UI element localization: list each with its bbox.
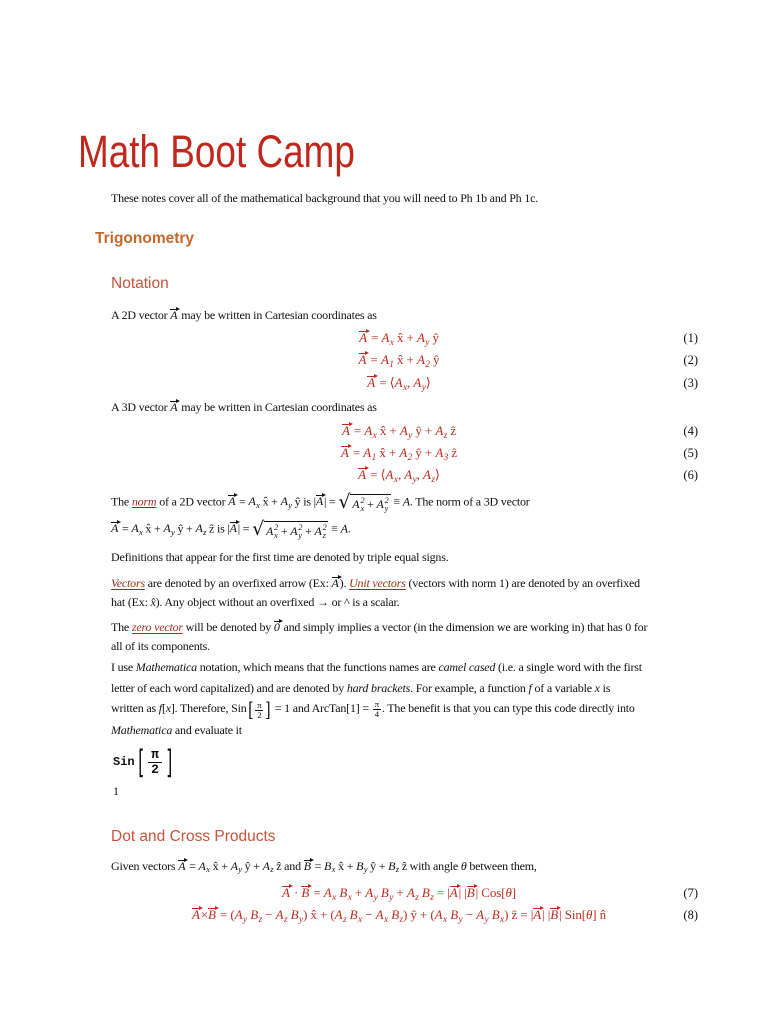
equation-number: (7): [683, 886, 698, 900]
subscript: y: [288, 499, 292, 510]
vector-symbol: A: [449, 885, 458, 900]
subscript: 3: [443, 452, 449, 463]
subscript: x: [389, 337, 394, 348]
subscripted-symbol: $A_z$: [195, 521, 207, 537]
subscripted-symbol: $A_x$: [381, 330, 394, 348]
italic-text: Mathematica: [135, 660, 197, 674]
vector-symbol: A: [359, 330, 367, 345]
subscript: x: [393, 474, 398, 485]
equation-number: (4): [683, 424, 698, 438]
paragraph-zero-vector: The zero vector will be denoted by 0 and simply implies a vector (in the dimension we are working in) that has 0 for all of its components.: [111, 620, 648, 653]
section-heading-trigonometry: Trigonometry: [95, 230, 195, 247]
equation-expression: $A \cdot B = A_x$ $B_x + A_y$ $B_y + A_z$ $B_z = |A|$ |B| Cos[θ]: [282, 885, 516, 903]
subscripted-symbol: $A_y$: [416, 330, 430, 348]
denominator: 4: [374, 708, 379, 719]
subscripted-symbol: $A_1$: [380, 352, 394, 370]
paragraph-vectors: Vectors are denoted by an overfixed arrow (Ex: A). Unit vectors (vectors with norm 1) are denoted by an overfixed hat (Ex: x̂). Any object without an overfixed → or ^ is a scalar.: [111, 576, 640, 609]
subscripted-symbol: $A_x$: [248, 494, 260, 510]
italic-text: A: [402, 494, 410, 509]
subscripted-symbol: $B_y$: [356, 859, 368, 875]
subscript: z: [431, 474, 435, 485]
superscript: 2: [384, 496, 389, 506]
subscripted-symbol: $A_y$: [399, 423, 413, 441]
input-cell[interactable]: Sin [ $\frac{\pi}{2}$ ]: [113, 745, 175, 779]
italic-text: f: [158, 701, 162, 715]
vector-symbol: A: [367, 375, 376, 390]
delimited-group: [135, 743, 176, 781]
radical-sign: √: [252, 518, 265, 540]
subscripted-symbol: $B_z$: [421, 885, 434, 903]
subscripted-symbol: $A_y$: [365, 885, 378, 903]
italic-text: f: [528, 680, 532, 695]
denominator: 2: [151, 762, 159, 777]
output-cell: 1: [113, 784, 119, 798]
subscript: y: [373, 892, 378, 903]
subscript: y: [238, 864, 242, 875]
italic-text: x: [594, 680, 600, 695]
right-delimiter: ⟩: [434, 468, 440, 483]
subscripted-symbol: $A_3$: [435, 445, 449, 463]
subscript: y: [298, 531, 302, 541]
fraction: [148, 748, 162, 776]
subscript: y: [299, 914, 304, 925]
subscript: x: [402, 382, 408, 393]
equation-4: [100, 421, 698, 441]
equation-expression: $A = A_x$ x̂ + $A_y$ ŷ + $A_z$ ẑ: [341, 423, 457, 441]
subscripted-symbol: $A_x$: [323, 885, 337, 903]
delimited-group: [247, 699, 272, 720]
subscript: x: [332, 892, 337, 903]
radicand: A 2 x + A 2 y + A 2 z: [264, 521, 328, 541]
radicand: A 2 x + A 2 y: [350, 494, 390, 514]
subscript: z: [203, 526, 207, 537]
equation-number: (5): [683, 446, 698, 460]
equation-expression: $A = A_1$ x̂ + $A_2$ ŷ + $A_3$ ẑ: [340, 445, 458, 463]
italic-text: x̂: [150, 595, 156, 609]
vector-symbol: B: [550, 907, 559, 922]
subscript: x: [256, 499, 260, 510]
subscripted-symbol: $A_x$: [394, 375, 408, 393]
equation-expression: $A = A_1$ x̂ + $A_2$ ŷ: [358, 352, 440, 370]
subscripted-symbol: $A_x$: [364, 423, 377, 441]
italic-text: x: [165, 701, 171, 715]
equation-expression: A = ⟨ $A_x$, $A_y$ ⟩: [367, 375, 430, 390]
vector-symbol: A: [178, 859, 186, 873]
square-root: [338, 491, 390, 514]
subscript: 2: [425, 359, 430, 370]
defined-term: Vectors: [111, 576, 145, 590]
left-delimiter: [: [247, 697, 254, 722]
italic-text: hard brackets: [346, 680, 411, 695]
vector-symbol: B: [208, 907, 216, 922]
subscript: z: [415, 892, 419, 903]
subscript: z: [342, 914, 347, 925]
vector-symbol: A: [358, 352, 367, 367]
vector-symbol: B: [303, 859, 311, 873]
paragraph-3d-vector: A 3D vector A may be written in Cartesian coordinates as: [111, 400, 377, 414]
subscripted-symbol: $A_y$: [404, 467, 417, 485]
subscript: x: [500, 914, 505, 925]
equation-number: (6): [683, 468, 698, 482]
subscript: z: [258, 914, 263, 925]
italic-text: θ: [585, 907, 593, 922]
equation-5: [100, 443, 698, 463]
defined-term: norm: [131, 494, 157, 509]
vector-symbol: B: [466, 885, 475, 900]
subsection-heading-dot-cross: Dot and Cross Products: [111, 828, 276, 845]
subscript: x: [138, 526, 143, 537]
subscript: z: [443, 430, 448, 441]
subscript: y: [421, 382, 426, 393]
subscripted-symbol: $A_x$: [198, 859, 210, 875]
subscript: y: [384, 504, 389, 514]
italic-text: A: [340, 521, 348, 536]
subscripted-symbol: $A_z$: [406, 885, 419, 903]
subscripted-symbol: $A_z$: [275, 907, 288, 925]
subscripted-symbol: $B_x$: [491, 907, 505, 925]
numerator: π: [148, 748, 162, 763]
subscript: x: [206, 864, 210, 875]
numerator: π: [374, 698, 379, 709]
defined-term: zero vector: [131, 620, 183, 634]
vector-symbol: A: [228, 494, 236, 509]
subscripted-symbol: $B_y$: [450, 907, 463, 925]
delimited-group: [381, 465, 440, 490]
equation-expression: A = ⟨ $A_x$, $A_y$, $A_z$ ⟩: [358, 467, 440, 482]
vector-symbol: A: [331, 576, 339, 590]
subscript: y: [425, 337, 430, 348]
subscript: x: [360, 504, 364, 514]
superscript: 2: [298, 523, 303, 533]
subscript: y: [484, 914, 489, 925]
subscripted-symbol: $B_y$: [380, 885, 394, 903]
equation-number: (2): [683, 353, 698, 367]
equation-8: [100, 905, 698, 925]
subscript: 1: [371, 452, 377, 463]
paragraph-definitions: Definitions that appear for the first time are denoted by triple equal signs.: [111, 550, 449, 564]
sub-superscripted-symbol: A 2 y: [290, 523, 303, 541]
superscript: 2: [322, 523, 327, 533]
delimited-content: $A_x$, $A_y$, $A_z$: [385, 467, 435, 485]
script-stack: [323, 524, 327, 540]
right-delimiter: ]: [265, 697, 271, 722]
subscript: z: [283, 914, 288, 925]
delimited-content: $A_x$, $A_y$: [394, 375, 426, 393]
subscript: y: [171, 526, 175, 537]
subscripted-symbol: $A_x$: [375, 907, 389, 925]
numerator: π: [257, 699, 262, 710]
subscripted-symbol: $A_z$: [435, 423, 448, 441]
delimited-content: [254, 699, 264, 720]
subscripted-symbol: $A_z$: [334, 907, 347, 925]
subscript: 2: [407, 452, 413, 463]
page-title: Math Boot Camp: [78, 126, 355, 177]
paragraph-mathematica-notation: I use Mathematica notation, which means that the functions names are camel cased (i.e. a single word with the first letter of each word capitalized) and are denoted by hard brackets. For example, a function f of a variable x is written as f[x]. Therefore, Sin [ $\frac{\pi}{2}$ ] = 1 and ArcTan[1] = $\frac{\pi}{4}$ . The benefit is that you can type this code directly into Mathematica and evaluate it: [111, 660, 642, 737]
subscript: x: [358, 914, 363, 925]
vector-symbol: A: [170, 308, 178, 322]
italic-text: θ: [460, 859, 467, 873]
delimited-content: [147, 748, 163, 776]
paragraph-norm-2d: The norm of a 2D vector $A = A_x$ x̂ + $A_y$ ŷ is |A| = √ A 2 x + A 2 y ≡ A. The norm of a 3D vector: [111, 491, 530, 514]
script-stack: [385, 497, 389, 513]
square-root: [252, 518, 328, 541]
subscript: y: [408, 430, 413, 441]
subscripted-symbol: $B_z$: [388, 859, 399, 875]
subscripted-symbol: $A_x$: [385, 467, 398, 485]
subscripted-symbol: $B_x$: [339, 885, 352, 903]
subscripted-symbol: $A_2$: [416, 352, 430, 370]
subscripted-symbol: $B_y$: [290, 907, 304, 925]
vector-symbol: A: [170, 400, 178, 414]
subscript: z: [430, 892, 434, 903]
vector-symbol: B: [301, 885, 310, 900]
intro-paragraph: These notes cover all of the mathematical background that you will need to Ph 1b and Ph 1c.: [111, 191, 539, 205]
right-delimiter: ⟩: [425, 376, 431, 391]
vector-symbol: A: [282, 885, 290, 900]
subscript: y: [389, 892, 394, 903]
vector-symbol: A: [340, 445, 349, 460]
vector-symbol: A: [191, 907, 200, 922]
subscript: y: [412, 474, 417, 485]
subsection-heading-notation: Notation: [111, 275, 169, 292]
vector-symbol: 0: [273, 620, 280, 634]
subscripted-symbol: $A_y$: [234, 907, 248, 925]
subscripted-symbol: $A_x$: [131, 521, 143, 537]
subscript: x: [274, 531, 278, 541]
sub-superscripted-symbol: A 2 x: [352, 496, 365, 514]
subscripted-symbol: $B_z$: [250, 907, 263, 925]
subscripted-symbol: $A_y$: [163, 521, 175, 537]
equation-expression: $A = A_x$ x̂ + $A_y$ ŷ: [359, 330, 439, 348]
equation-number: (8): [683, 908, 698, 922]
equation-3: [100, 373, 698, 393]
subscripted-symbol: $B_z$: [391, 907, 404, 925]
equation-1: [100, 328, 698, 348]
subscript: y: [363, 864, 368, 875]
sub-superscripted-symbol: A 2 x: [266, 523, 279, 541]
subscript: z: [399, 914, 404, 925]
italic-text: camel cased: [438, 660, 496, 674]
script-stack: [360, 497, 364, 513]
subscripted-symbol: $A_y$: [476, 907, 489, 925]
subscripted-symbol: $A_x$: [434, 907, 448, 925]
italic-text: θ: [505, 885, 512, 900]
subscripted-symbol: $B_x$: [324, 859, 336, 875]
superscript: 2: [274, 523, 279, 533]
subscript: x: [331, 864, 336, 875]
italic-text: Mathematica: [111, 722, 173, 737]
defined-term: Unit vectors: [349, 576, 406, 590]
subscripted-symbol: $A_2$: [399, 445, 413, 463]
subscript: x: [372, 430, 377, 441]
subscript: y: [242, 914, 248, 925]
radical-sign: √: [338, 491, 351, 513]
subscripted-symbol: $A_y$: [230, 859, 242, 875]
vector-symbol: A: [229, 521, 237, 536]
vector-symbol: A: [358, 467, 366, 482]
equation-number: (3): [683, 376, 698, 390]
left-delimiter: [: [137, 743, 144, 781]
subscript: z: [322, 531, 326, 541]
script-stack: [298, 524, 302, 540]
equation-expression: $A\times B = (A_y$ $B_z - A_z$ $B_y$) x̂ + ($A_z$ $B_x - A_x$ $B_z$) ŷ + ($A_x$ $B_y - A_y$ $B_x$) ẑ = |A| |B| Sin[θ] n̂: [191, 907, 607, 925]
script-stack: [274, 524, 278, 540]
subscript: z: [270, 864, 274, 875]
denominator: 2: [257, 709, 262, 720]
subscript: z: [395, 864, 399, 875]
subscripted-symbol: $A_z$: [262, 859, 274, 875]
superscript: 2: [360, 496, 365, 506]
subscript: x: [347, 892, 352, 903]
equation-2: [100, 350, 698, 370]
subscript: x: [442, 914, 448, 925]
subscripted-symbol: $A_1$: [363, 445, 377, 463]
left-delimiter: ⟨: [380, 468, 386, 483]
equation-6: [100, 465, 698, 485]
fraction: [373, 700, 381, 719]
fraction: [255, 701, 263, 720]
subscript: x: [383, 914, 389, 925]
right-delimiter: ]: [166, 743, 173, 781]
paragraph-given-vectors: Given vectors $A = A_x$ x̂ + $A_y$ ŷ + $A_z$ ẑ and $B = B_x$ x̂ + $B_y$ ŷ + $B_z$ ẑ with angle θ between them,: [111, 859, 537, 875]
paragraph-2d-vector: A 2D vector A may be written in Cartesian coordinates as: [111, 308, 377, 322]
subscripted-symbol: $A_z$: [422, 467, 435, 485]
equation-7: [100, 883, 698, 903]
left-delimiter: ⟨: [389, 376, 395, 391]
delimited-group: [390, 373, 431, 398]
subscript: y: [458, 914, 463, 925]
subscripted-symbol: $B_x$: [349, 907, 363, 925]
subscripted-symbol: $A_y$: [280, 494, 292, 510]
subscript: 1: [389, 359, 394, 370]
sub-superscripted-symbol: A 2 y: [376, 496, 389, 514]
subscripted-symbol: $A_y$: [413, 375, 426, 393]
vector-symbol: A: [111, 521, 119, 536]
vector-symbol: A: [315, 494, 323, 509]
sub-superscripted-symbol: A 2 z: [314, 523, 327, 541]
vector-symbol: A: [533, 907, 542, 922]
paragraph-norm-3d: $A = A_x$ x̂ + $A_y$ ŷ + $A_z$ ẑ is |A| = √ A 2 x + A 2 y + A 2 z ≡ A.: [111, 518, 351, 541]
equation-number: (1): [683, 331, 698, 345]
vector-symbol: A: [341, 423, 350, 438]
